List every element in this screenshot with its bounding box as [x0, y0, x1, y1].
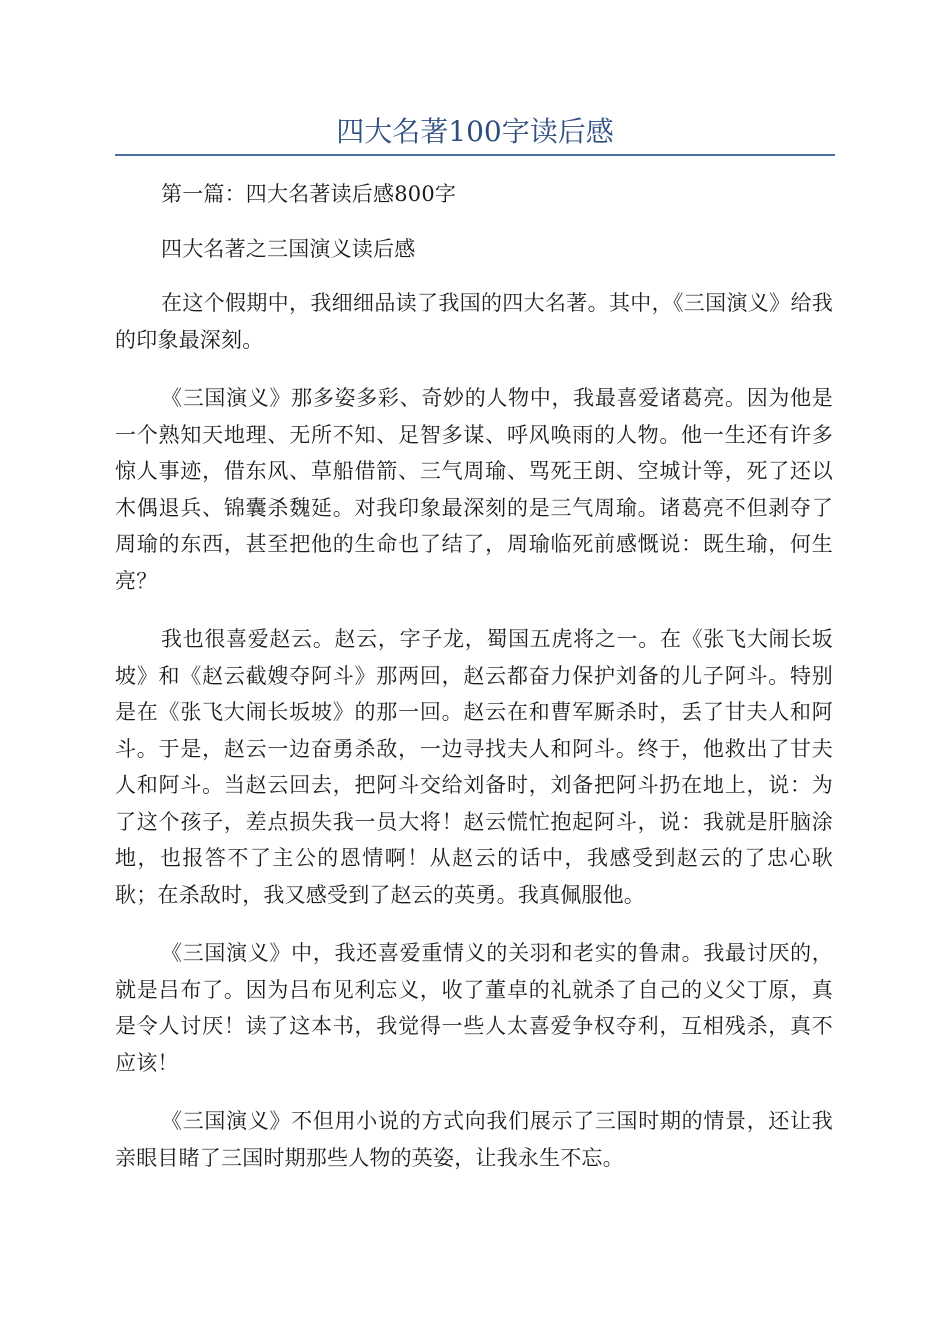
section-heading: 第一篇：四大名著读后感800字	[161, 182, 457, 206]
essay-subtitle: 四大名著之三国演义读后感	[161, 236, 416, 261]
document-body	[115, 176, 833, 1198]
paragraph-intro: 在这个假期中，我细细品读了我国的四大名著。其中，《三国演义》给我的印象最深刻。	[115, 291, 833, 352]
paragraph-zhao-yun: 我也很喜爱赵云。赵云，字子龙，蜀国五虎将之一。在《张飞大闹长坂坡》和《赵云截嫂夺阿斗》那两回，赵云都奋力保护刘备的儿子阿斗。特别是在《张飞大闹长坂坡》的那一回。赵云在和曹军厮杀时，丢了甘夫人和阿斗。于是，赵云一边奋勇杀敌，一边寻找夫人和阿斗。终于，他救出了甘夫人和阿斗。当赵云回去，把阿斗交给刘备时，刘备把阿斗扔在地上，说：为了这个孩子，差点损失我一员大将！赵云慌忙抱起阿斗，说：我就是肝脑涂地，也报答不了主公的恩情啊！从赵云的话中，我感受到赵云的了忠心耿耿；在杀敌时，我又感受到了赵云的英勇。我真佩服他。	[115, 627, 833, 907]
paragraph-guan-yu-lu-bu: 《三国演义》中，我还喜爱重情义的关羽和老实的鲁肃。我最讨厌的，就是吕布了。因为吕布见利忘义，收了董卓的礼就杀了自己的义父丁原，真是令人讨厌！读了这本书，我觉得一些人太喜爱争权夺利，互相残杀，真不应该！	[115, 941, 833, 1075]
paragraph-conclusion: 《三国演义》不但用小说的方式向我们展示了三国时期的情景，还让我亲眼目睹了三国时期那些人物的英姿，让我永生不忘。	[115, 1109, 833, 1170]
paragraph-zhuge-liang: 《三国演义》那多姿多彩、奇妙的人物中，我最喜爱诸葛亮。因为他是一个熟知天地理、无所不知、足智多谋、呼风唤雨的人物。他一生还有许多惊人事迹，借东风、草船借箭、三气周瑜、骂死王朗、空城计等，死了还以木偶退兵、锦囊杀魏延。对我印象最深刻的是三气周瑜。诸葛亮不但剥夺了周瑜的东西，甚至把他的生命也了结了，周瑜临死前感慨说：既生瑜，何生亮？	[115, 386, 833, 593]
title-underline	[115, 154, 835, 156]
document-title: 四大名著100字读后感	[336, 115, 614, 148]
